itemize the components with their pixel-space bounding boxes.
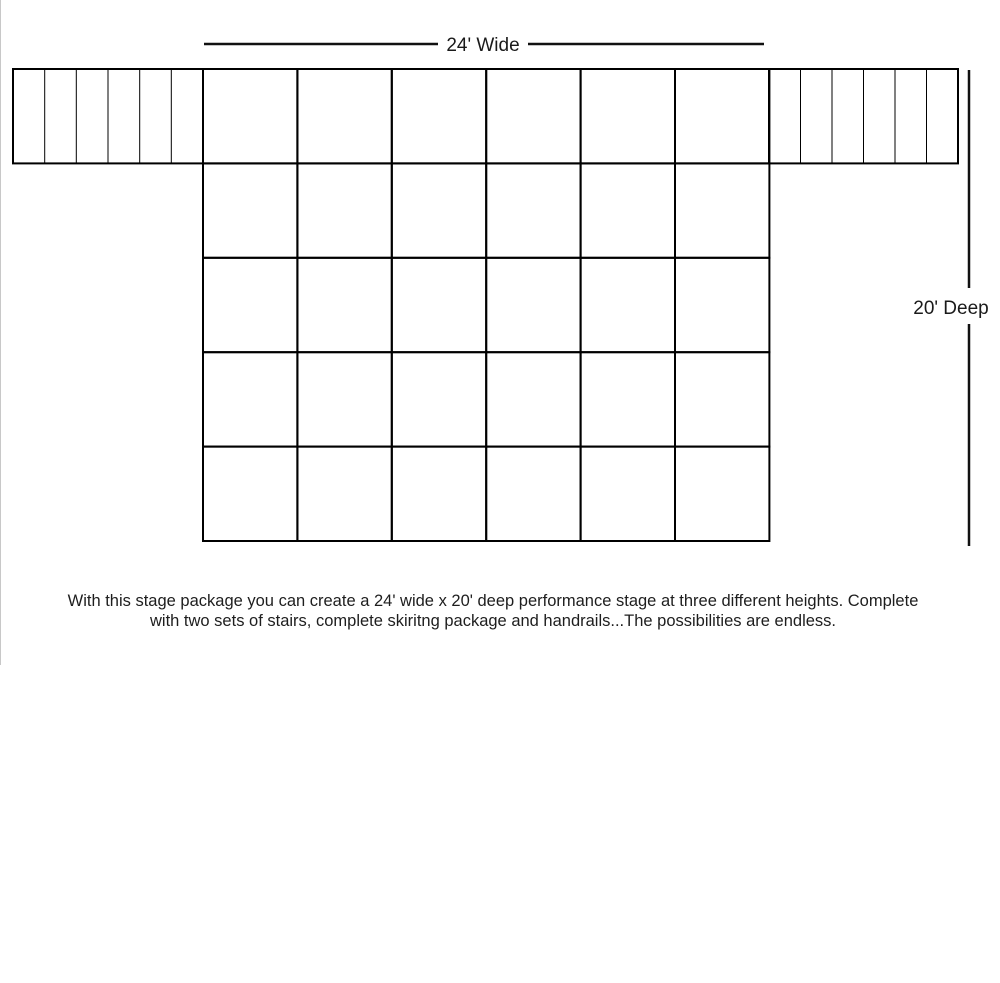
depth-dimension	[913, 70, 988, 546]
stair-section-left	[13, 69, 203, 163]
stage-deck-panel	[581, 447, 675, 541]
description-caption	[20, 591, 966, 631]
stage-deck-panel	[675, 447, 769, 541]
width-dimension	[204, 35, 764, 56]
stage-deck-panel	[297, 163, 391, 257]
stage-deck-panel	[675, 69, 769, 163]
stage-deck-panel	[486, 258, 580, 352]
stage-deck-panel	[392, 258, 486, 352]
stage-deck-grid	[203, 69, 769, 541]
stage-deck-panel	[203, 69, 297, 163]
stage-deck-panel	[297, 447, 391, 541]
stage-deck-panel	[392, 69, 486, 163]
stage-deck-panel	[675, 163, 769, 257]
stage-deck-panel	[581, 258, 675, 352]
stair-section-right	[769, 69, 958, 163]
stage-deck-panel	[392, 163, 486, 257]
stage-deck-panel	[486, 163, 580, 257]
stage-deck-panel	[297, 258, 391, 352]
stage-deck-panel	[581, 163, 675, 257]
stage-deck-panel	[392, 447, 486, 541]
stage-deck-panel	[581, 352, 675, 446]
stage-deck-panel	[297, 352, 391, 446]
stage-deck-panel	[203, 163, 297, 257]
stage-deck-panel	[486, 69, 580, 163]
description-line-1: With this stage package you can create a 24' wide x 20' deep performance stage at three different heights. Complete	[67, 592, 919, 610]
stage-deck-panel	[675, 352, 769, 446]
width-dimension-label: 24' Wide	[446, 35, 520, 56]
depth-dimension-label: 20' Deep	[913, 298, 989, 319]
stage-deck-panel	[675, 258, 769, 352]
stage-deck-panel	[203, 258, 297, 352]
stage-deck-panel	[581, 69, 675, 163]
stage-deck-panel	[203, 352, 297, 446]
description-line-2: with two sets of stairs, complete skiritng package and handrails...The possibilities are endless.	[150, 612, 836, 630]
stage-deck-panel	[486, 447, 580, 541]
stage-deck-panel	[486, 352, 580, 446]
stage-deck-panel	[392, 352, 486, 446]
stage-deck-panel	[297, 69, 391, 163]
stage-deck-panel	[203, 447, 297, 541]
